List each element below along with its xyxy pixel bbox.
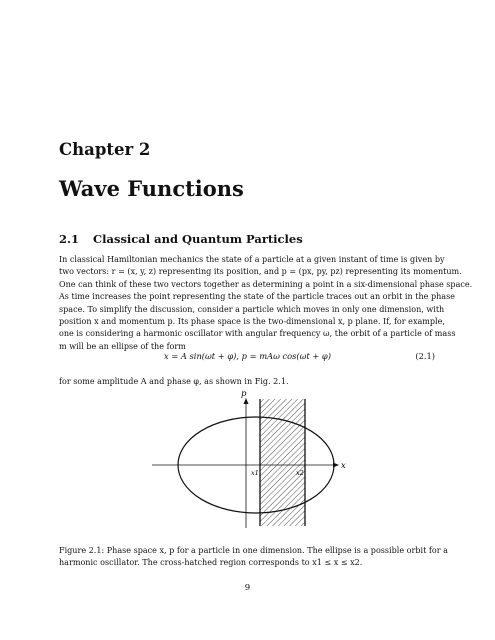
equation-2-1 [59, 351, 441, 365]
equation-number: (2.1) [415, 351, 435, 361]
paragraph-line: As time increases the point representing the state of the particle traces out an orbit in the phase [59, 292, 455, 302]
equation-text: x = A sin(ωt + φ), p = mAω cos(ωt + φ) [164, 351, 331, 361]
paragraph-line: one is considering a harmonic oscillator with angular frequency ω, the orbit of a particle of mass [59, 329, 456, 339]
x1-label: x1 [251, 469, 259, 477]
hatched-region [260, 399, 305, 526]
phase-space-figure [150, 388, 350, 530]
caption-line: harmonic oscillator. The cross-hatched region corresponds to x1 ≤ x ≤ x2. [59, 558, 363, 568]
section-number: 2.1 [59, 232, 80, 246]
chapter-label: Chapter 2 [59, 140, 151, 159]
x2-label: x2 [296, 469, 304, 477]
page-number: 9 [244, 583, 251, 593]
intro-paragraph [59, 254, 473, 353]
paragraph-line: for some amplitude A and phase φ, as shown in Fig. 2.1. [59, 377, 289, 386]
paragraph-line: In classical Hamiltonian mechanics the state of a particle at a given instant of time is given by [59, 255, 445, 264]
axis-label-p: p [241, 389, 247, 399]
after-equation-text [59, 376, 441, 388]
paragraph-line: position x and momentum p. Its phase space is the two-dimensional x, p plane. If, for example, [59, 316, 445, 326]
section-heading [59, 232, 303, 246]
paragraph-line: One can think of these two vectors together as determining a point in a six-dimensional phase space. [59, 279, 473, 289]
figure-caption [59, 545, 448, 570]
chapter-title: Wave Functions [59, 176, 244, 201]
paragraph-line: two vectors: r = (x, y, z) representing its position, and p = (px, py, pz) representing its momentum. [59, 267, 462, 277]
paragraph-line: m will be an ellipse of the form [59, 341, 186, 351]
section-title: Classical and Quantum Particles [93, 232, 303, 246]
paragraph-line: space. To simplify the discussion, consider a particle which moves in only one dimension, with [59, 304, 445, 314]
caption-line: Figure 2.1: Phase space x, p for a particle in one dimension. The ellipse is a possible orbit for a [59, 546, 448, 555]
axis-label-x: x [341, 461, 346, 471]
